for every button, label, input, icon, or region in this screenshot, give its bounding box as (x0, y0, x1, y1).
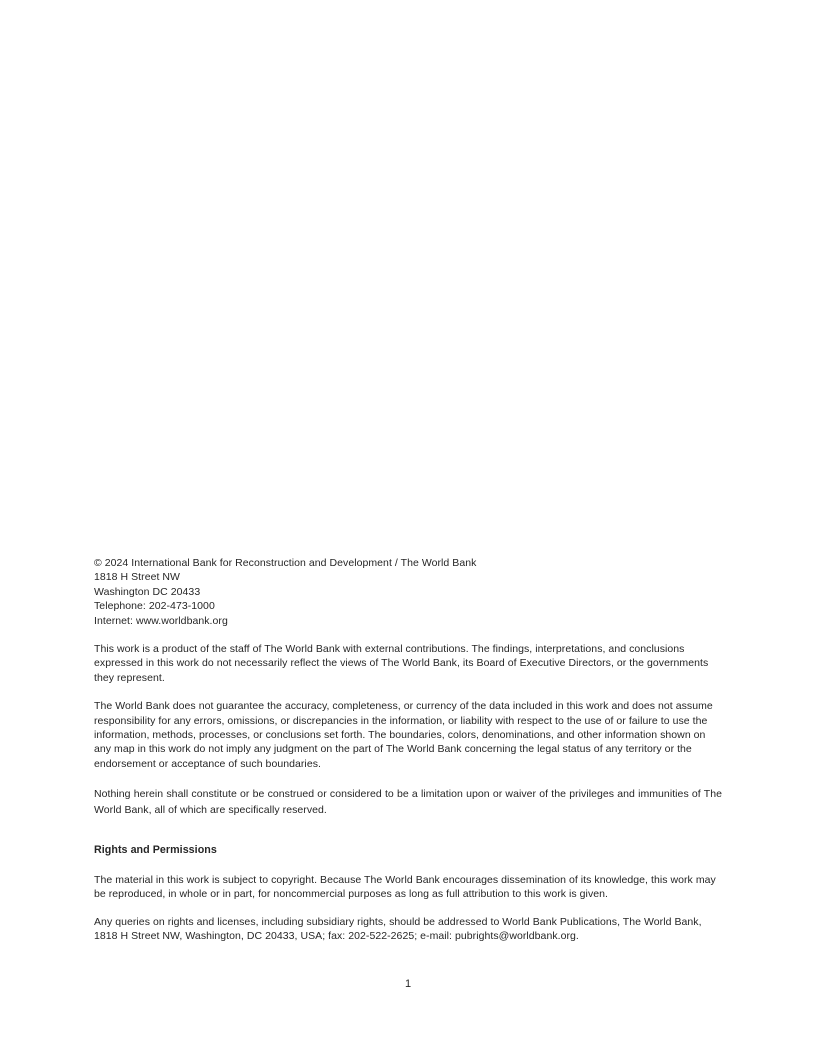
rights-queries-paragraph: Any queries on rights and licenses, including subsidiary rights, should be addressed to World Bank Publications, The World Bank, 1818 H Street NW, Washington, DC 20433, USA; fax: 202-522-2625; e-mail: pubrights@worldbank.org. (94, 915, 702, 942)
rights-permissions-heading: Rights and Permissions (94, 844, 217, 857)
telephone-line: Telephone: 202-473-1000 (94, 600, 215, 613)
attribution-paragraph: This work is a product of the staff of The World Bank with external contributions. The findings, interpretations, and conclusions expressed in this work do not necessarily reflect the views of The World Bank, its Board of Executive Directors, or the governments they represent. (94, 643, 709, 684)
copyright-line: © 2024 International Bank for Reconstruction and Development / The World Bank (94, 557, 477, 569)
copyright-notice-paragraph: The material in this work is subject to copyright. Because The World Bank encourages dissemination of its knowledge, this work may be reproduced, in whole or in part, for noncommercial purposes as long as full attribution to this work is given. (94, 873, 716, 901)
privileges-paragraph: Nothing herein shall constitute or be construed or considered to be a limitation upon or waiver of the privileges and immunities of The World Bank, all of which are specifically reserved. (94, 788, 722, 817)
internet-line: Internet: www.worldbank.org (94, 614, 228, 627)
copyright-page-content (94, 556, 722, 943)
publisher-address-block (94, 556, 722, 628)
page-number: 1 (404, 978, 412, 990)
city-line: Washington DC 20433 (94, 585, 201, 598)
disclaimer-paragraph: The World Bank does not guarantee the accuracy, completeness, or currency of the data included in this work and does not assume responsibility for any errors, omissions, or discrepancies in the information, or liability with respect to the use of or failure to use the information, methods, processes, or conclusions set forth. The boundaries, colors, denominations, and other information shown on any map in this work do not imply any judgment on the part of The World Bank concerning the legal status of any territory or the endorsement or acceptance of such boundaries. (94, 700, 713, 770)
page-footer (0, 977, 816, 991)
street-address-line: 1818 H Street NW (94, 571, 180, 584)
